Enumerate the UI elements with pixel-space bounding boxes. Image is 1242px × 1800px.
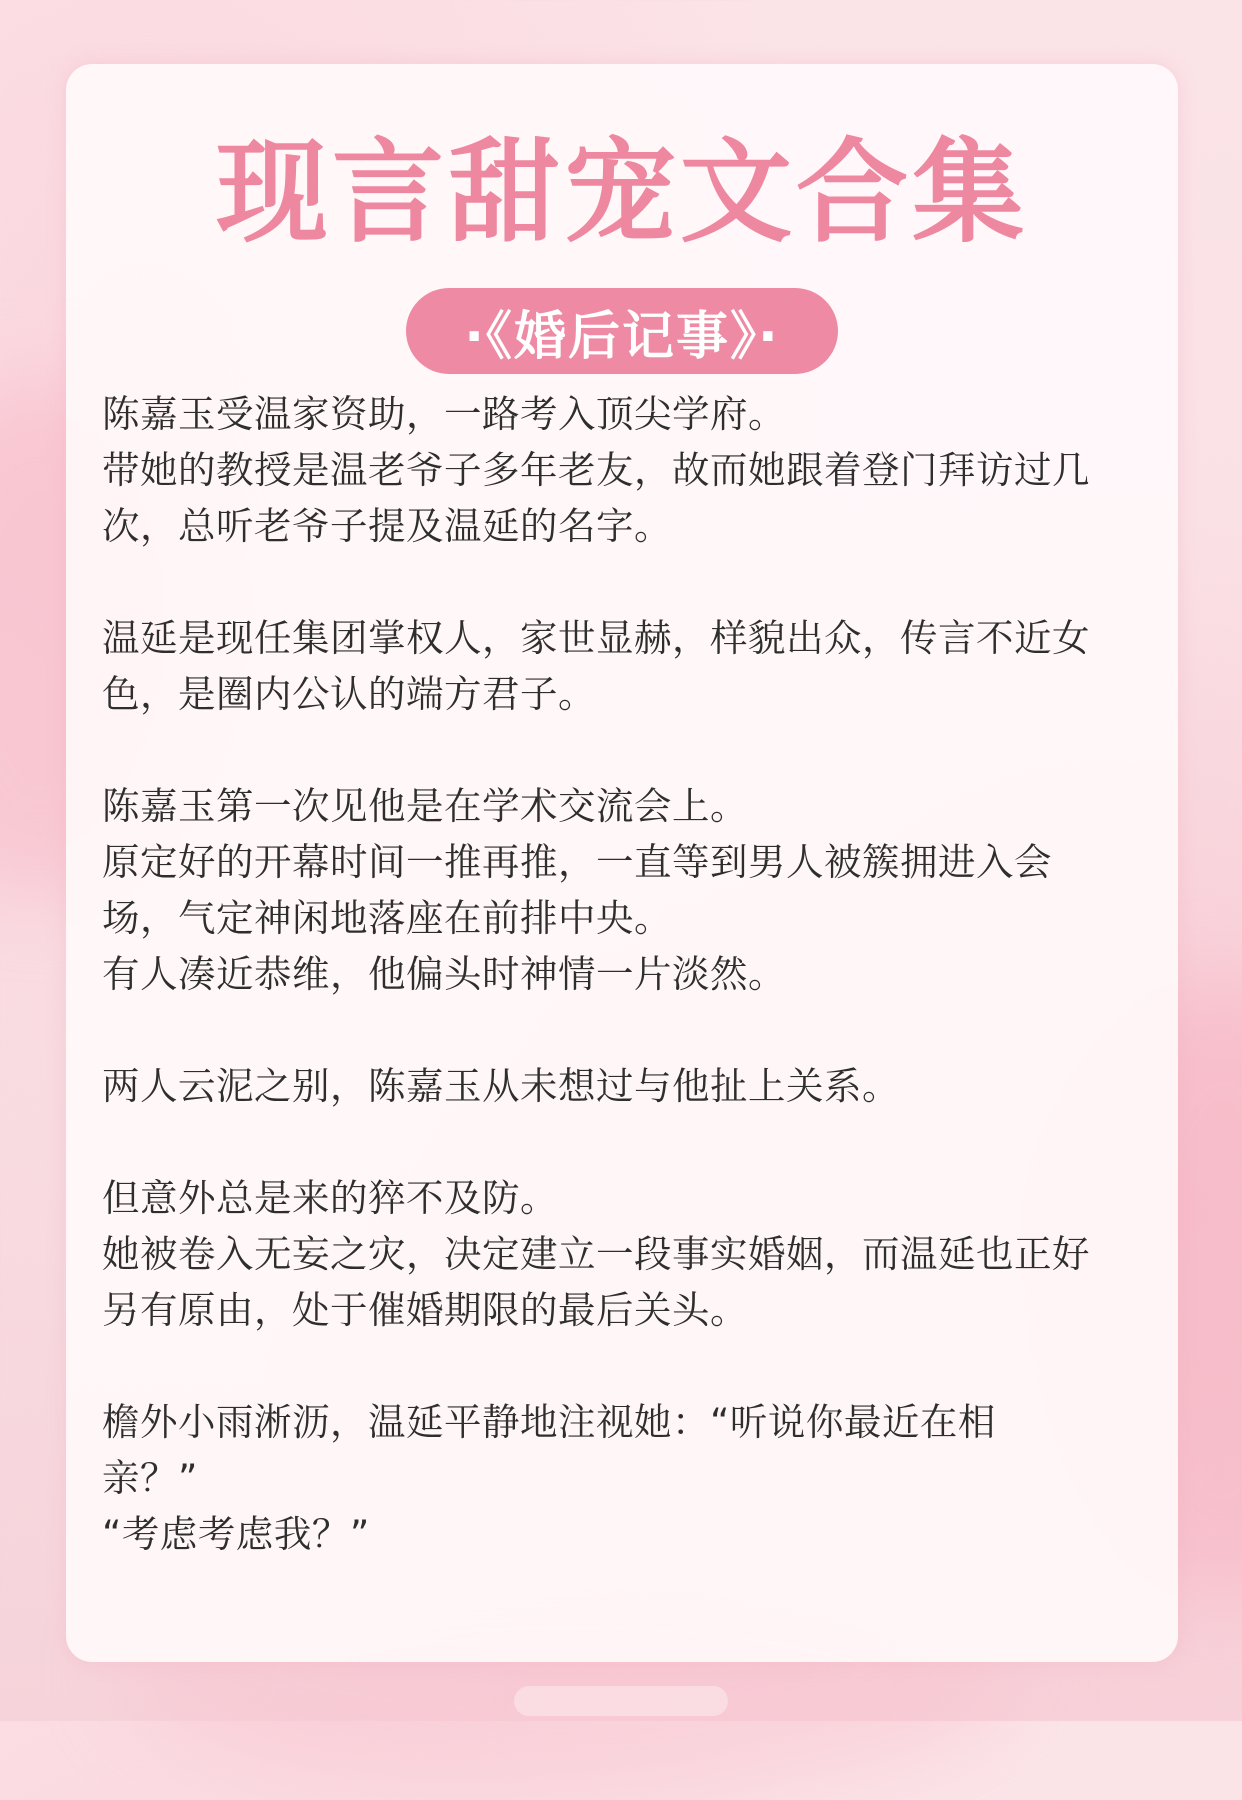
synopsis-paragraph	[102, 1058, 1144, 1114]
text-line: 她被卷入无妄之灾，决定建立一段事实婚姻，而温延也正好	[102, 1232, 1090, 1276]
text-line: 两人云泥之别，陈嘉玉从未想过与他扯上关系。	[102, 1064, 900, 1108]
text-line: 带她的教授是温老爷子多年老友，故而她跟着登门拜访过几	[102, 448, 1090, 492]
text-line: 场，气定神闲地落座在前排中央。	[102, 896, 672, 940]
text-line: 色，是圈内公认的端方君子。	[102, 672, 596, 716]
synopsis-paragraph	[102, 778, 1144, 1002]
content-card	[66, 64, 1178, 1662]
synopsis-paragraph	[102, 1394, 1144, 1562]
book-title-badge	[406, 288, 838, 374]
text-line: 温延是现任集团掌权人，家世显赫，样貌出众，传言不近女	[102, 616, 1090, 660]
text-line: 但意外总是来的猝不及防。	[102, 1176, 558, 1220]
text-line: 次，总听老爷子提及温延的名字。	[102, 504, 672, 548]
watermark	[514, 1686, 728, 1716]
text-line: 亲？”	[102, 1456, 198, 1500]
text-line: 陈嘉玉受温家资助，一路考入顶尖学府。	[102, 392, 786, 436]
page-title: 现言甜宠文合集	[216, 128, 1028, 258]
text-line: 檐外小雨淅沥，温延平静地注视她：“听说你最近在相	[102, 1400, 996, 1444]
text-line: 陈嘉玉第一次见他是在学术交流会上。	[102, 784, 748, 828]
synopsis-body	[102, 386, 1144, 1618]
synopsis-paragraph	[102, 1170, 1144, 1338]
text-line: 原定好的开幕时间一推再推，一直等到男人被簇拥进入会	[102, 840, 1052, 884]
synopsis-paragraph	[102, 386, 1144, 554]
book-title-label: ·《婚后记事》·	[464, 306, 780, 367]
text-line: 有人凑近恭维，他偏头时神情一片淡然。	[102, 952, 786, 996]
synopsis-paragraph	[102, 610, 1144, 722]
text-line: “考虑考虑我？”	[102, 1512, 370, 1556]
text-line: 另有原由，处于催婚期限的最后关头。	[102, 1288, 748, 1332]
